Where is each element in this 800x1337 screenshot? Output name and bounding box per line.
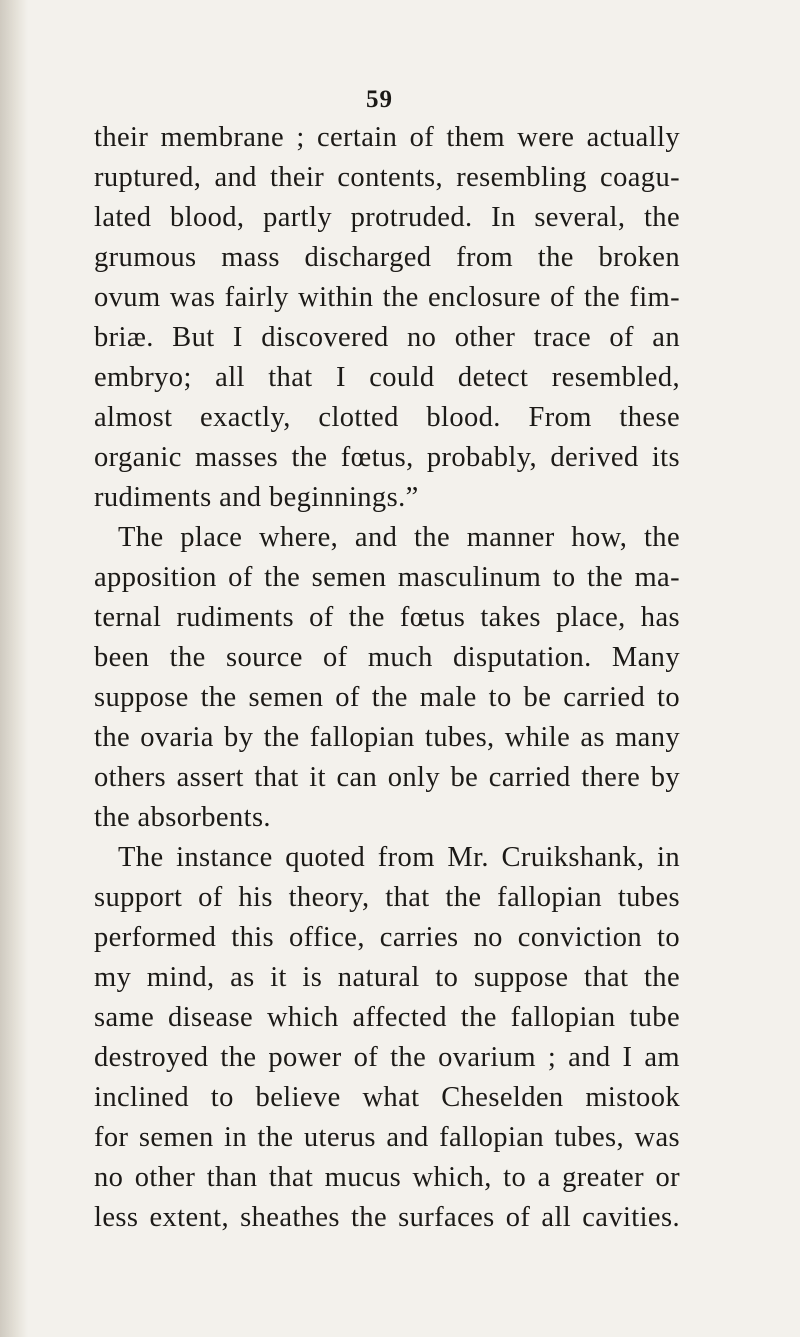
text-line: for semen in the uterus and fallopian tubes, was — [94, 1122, 680, 1153]
text-line: been the source of much disputation. Many — [94, 642, 680, 673]
text-line: their membrane ; certain of them were actually — [94, 122, 680, 153]
text-line: rudiments and beginnings.” — [94, 482, 419, 513]
text-line: same disease which affected the fallopian tube — [94, 1002, 680, 1033]
text-line: ternal rudiments of the fœtus takes place, has — [94, 602, 680, 633]
text-line: ruptured, and their contents, resembling coagu- — [94, 162, 680, 193]
body-text — [94, 118, 680, 1238]
text-line: almost exactly, clotted blood. From these — [94, 402, 680, 433]
text-line: apposition of the semen masculinum to the ma- — [94, 562, 680, 593]
text-line: organic masses the fœtus, probably, derived its — [94, 442, 680, 473]
text-line: The instance quoted from Mr. Cruikshank, in — [118, 842, 680, 873]
text-line: grumous mass discharged from the broken — [94, 242, 680, 273]
text-line: support of his theory, that the fallopian tubes — [94, 882, 680, 913]
book-spine-shadow — [0, 0, 28, 1337]
page-number: 59 — [366, 86, 393, 113]
text-line: destroyed the power of the ovarium ; and I am — [94, 1042, 680, 1073]
text-line: The place where, and the manner how, the — [118, 522, 680, 553]
text-line: my mind, as it is natural to suppose that the — [94, 962, 680, 993]
text-line: performed this office, carries no conviction to — [94, 922, 680, 953]
text-line: others assert that it can only be carried there by — [94, 762, 680, 793]
text-line: briæ. But I discovered no other trace of an — [94, 322, 680, 353]
text-line: no other than that mucus which, to a greater or — [94, 1162, 680, 1193]
text-line: the absorbents. — [94, 802, 271, 833]
text-line: suppose the semen of the male to be carried to — [94, 682, 680, 713]
text-line: lated blood, partly protruded. In several, the — [94, 202, 680, 233]
text-line: inclined to believe what Cheselden mistook — [94, 1082, 680, 1113]
text-line: ovum was fairly within the enclosure of the fim- — [94, 282, 680, 313]
text-line: embryo; all that I could detect resembled, — [94, 362, 680, 393]
text-line: the ovaria by the fallopian tubes, while as many — [94, 722, 680, 753]
text-line: less extent, sheathes the surfaces of all cavities. — [94, 1202, 680, 1233]
